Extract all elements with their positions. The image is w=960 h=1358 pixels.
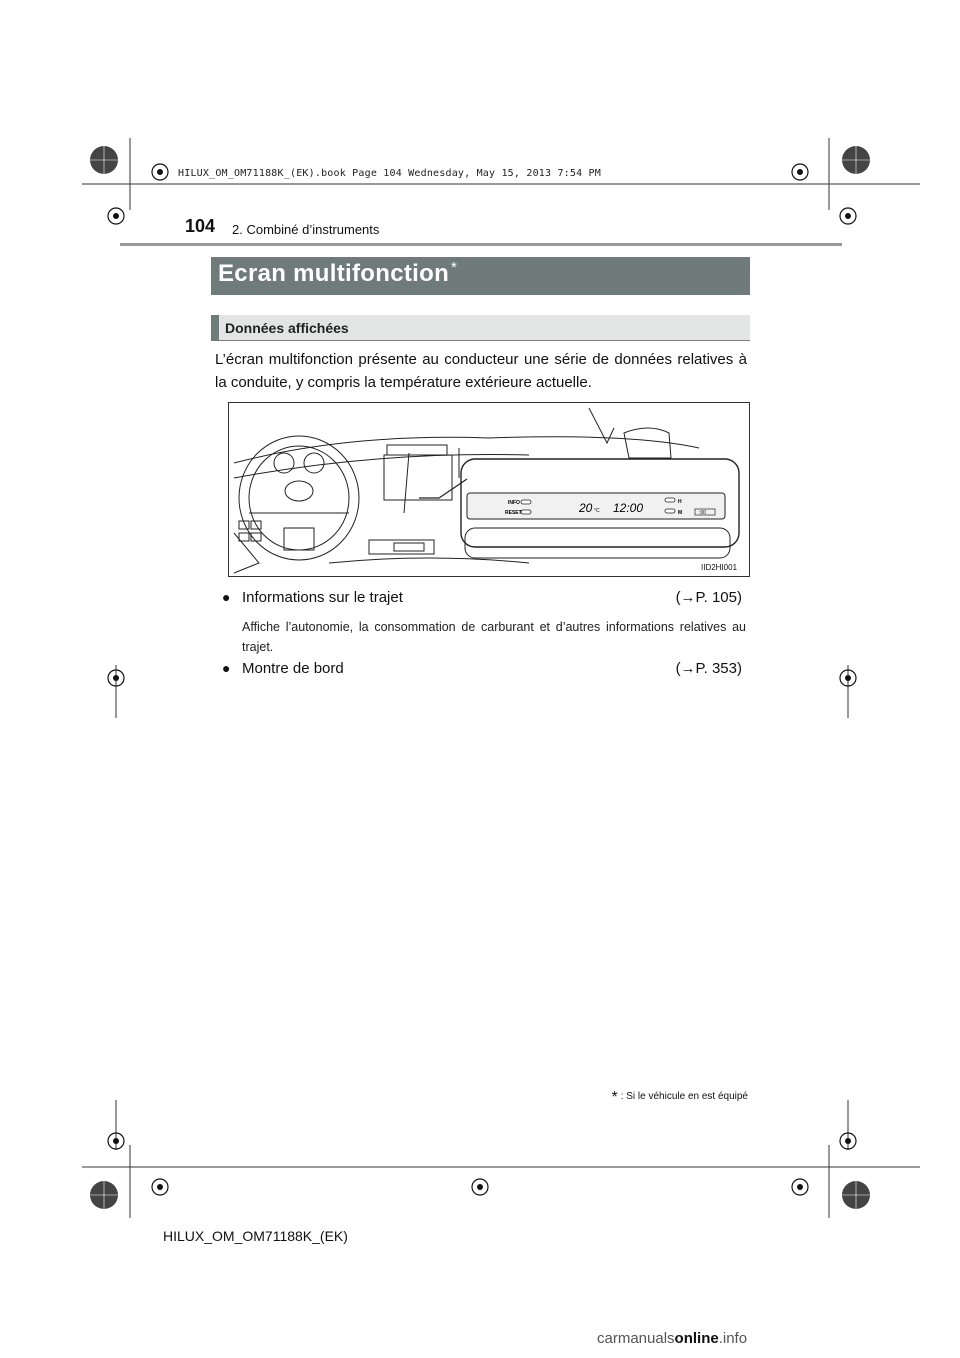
list-item-clock <box>222 660 742 682</box>
equipment-marker: * <box>451 259 458 276</box>
list-item-label: Montre de bord <box>242 660 344 677</box>
zero-label: :00 <box>699 510 706 516</box>
temperature-readout: 20 <box>579 501 593 515</box>
print-header: HILUX_OM_OM71188K_(EK).book Page 104 Wednesday, May 15, 2013 7:54 PM <box>178 168 601 179</box>
header-rule <box>120 243 842 246</box>
intro-paragraph: L’écran multifonction présente au conducteur une série de données relatives à la conduite, y compris la température extérieure actuelle. <box>215 351 747 391</box>
list-item-description: Affiche l’autonomie, la consommation de carburant et d’autres informations relatives au trajet. <box>242 620 746 654</box>
info-label: INFO <box>508 500 520 506</box>
watermark <box>597 1330 747 1347</box>
watermark-prefix: carmanuals <box>597 1330 675 1347</box>
bullet-icon: ● <box>222 589 231 605</box>
document-id: HILUX_OM_OM71188K_(EK) <box>163 1228 348 1244</box>
page-title <box>218 259 457 288</box>
clock-readout: 12:00 <box>613 501 644 515</box>
hour-label: H <box>678 499 682 505</box>
temperature-unit: °C <box>594 508 600 514</box>
reset-label: RESET <box>505 510 522 516</box>
footnote-star: * <box>611 1089 618 1106</box>
page-reference-link[interactable]: (→P. 353) <box>675 660 742 677</box>
dashboard-drawing <box>229 403 749 576</box>
footnote-text: : Si le véhicule en est équipé <box>620 1091 748 1102</box>
list-item-label: Informations sur le trajet <box>242 589 403 606</box>
minute-label: M <box>678 510 683 516</box>
watermark-suffix: .info <box>718 1330 748 1347</box>
subtitle-accent <box>211 315 219 341</box>
watermark-bold: online <box>674 1330 719 1347</box>
section-name: 2. Combiné d’instruments <box>232 222 380 237</box>
page-title-text: Ecran multifonction <box>218 260 450 287</box>
subtitle: Données affichées <box>225 320 349 336</box>
dashboard-illustration <box>228 402 750 577</box>
list-item-trip-info <box>222 589 742 611</box>
page-reference-link[interactable]: (→P. 105) <box>675 589 742 606</box>
page-number: 104 <box>185 216 216 236</box>
figure-code: IID2HI001 <box>701 563 738 572</box>
bullet-icon: ● <box>222 660 231 676</box>
footnote <box>580 1089 748 1107</box>
